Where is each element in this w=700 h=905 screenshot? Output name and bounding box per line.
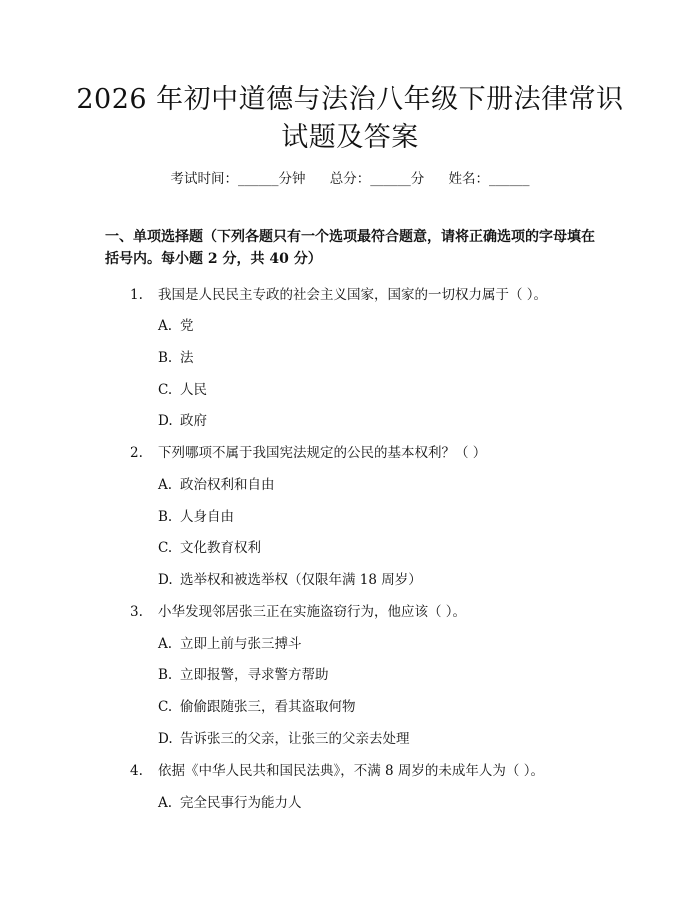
option-text: 完全民事行为能力人: [180, 795, 302, 811]
option: [158, 536, 261, 556]
option-text: 告诉张三的父亲，让张三的父亲去处理: [180, 731, 410, 747]
option-text: 政府: [180, 413, 207, 429]
option-letter: A.: [158, 795, 173, 811]
option-letter: A.: [158, 318, 173, 334]
option: [158, 505, 234, 525]
question: [130, 759, 544, 779]
question: [130, 283, 547, 303]
option-letter: C.: [158, 382, 173, 398]
option: [158, 409, 207, 429]
option: [158, 314, 194, 334]
document-title-line1: 2026 年初中道德与法治八年级下册法律常识: [76, 84, 624, 115]
option-text: 人身自由: [180, 509, 234, 525]
question-text: 小华发现邻居张三正在实施盗窃行为，他应该（ ）。: [158, 604, 467, 620]
question: [130, 600, 466, 620]
option-text: 立即上前与张三搏斗: [180, 636, 302, 652]
question: [130, 441, 486, 461]
option-letter: B.: [158, 509, 173, 525]
option-letter: A.: [158, 477, 173, 493]
question-number: 3.: [130, 604, 143, 620]
option-text: 政治权利和自由: [180, 477, 275, 493]
option: [158, 727, 410, 747]
option-letter: C.: [158, 540, 173, 556]
question-text: 我国是人民民主专政的社会主义国家，国家的一切权力属于（ ）。: [158, 287, 548, 303]
exam-time-field: 考试时间：______分钟: [170, 171, 306, 187]
option-letter: D.: [158, 572, 173, 588]
option-letter: A.: [158, 636, 173, 652]
option: [158, 346, 194, 366]
option-text: 党: [180, 318, 194, 334]
question-number: 4.: [130, 763, 143, 779]
option-letter: B.: [158, 667, 173, 683]
question-number: 1.: [130, 287, 143, 303]
option: [158, 473, 275, 493]
section-heading: 一、单项选择题（下列各题只有一个选项最符合题意，请将正确选项的字母填在括号内。每小题 2 分，共 40 分）: [105, 229, 595, 267]
option-letter: D.: [158, 731, 173, 747]
question-text: 依据《中华人民共和国民法典》，不满 8 周岁的未成年人为（ ）。: [158, 763, 544, 779]
option-letter: D.: [158, 413, 173, 429]
option: [158, 378, 207, 398]
document-title-line2: 试题及答案: [281, 122, 419, 153]
option-text: 立即报警，寻求警方帮助: [180, 667, 329, 683]
option-letter: B.: [158, 350, 173, 366]
exam-score-field: 总分：______分: [329, 171, 425, 187]
option-text: 选举权和被选举权（仅限年满 18 周岁）: [180, 572, 422, 588]
option-text: 偷偷跟随张三，看其盗取何物: [180, 699, 356, 715]
option-text: 法: [180, 350, 194, 366]
exam-meta: [0, 167, 700, 187]
option: [158, 632, 302, 652]
exam-name-field: 姓名：______: [448, 171, 530, 187]
option: [158, 791, 302, 811]
option-text: 人民: [180, 382, 207, 398]
option: [158, 568, 422, 588]
question-text: 下列哪项不属于我国宪法规定的公民的基本权利？（ ）: [158, 445, 487, 461]
question-number: 2.: [130, 445, 143, 461]
option-letter: C.: [158, 699, 173, 715]
option: [158, 695, 356, 715]
option-text: 文化教育权利: [180, 540, 261, 556]
option: [158, 663, 329, 683]
